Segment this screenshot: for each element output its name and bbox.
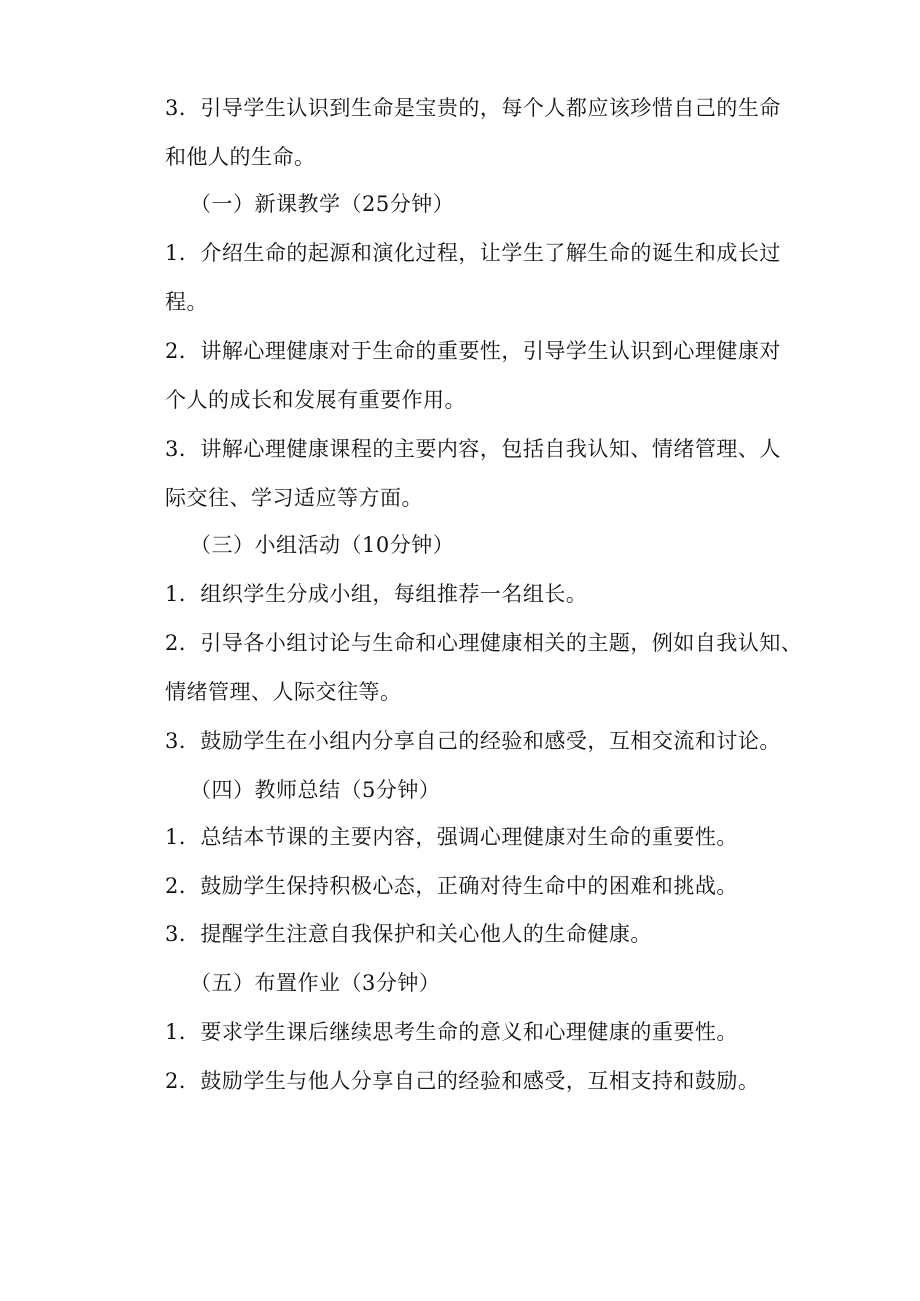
paragraph-line: 1．介绍生命的起源和演化过程，让学生了解生命的诞生和成长过 [165,241,781,265]
paragraph-item [120,1008,830,1057]
section-heading [120,521,830,570]
paragraph-line: 2．鼓励学生与他人分享自己的经验和感受，互相支持和鼓励。 [165,1069,760,1093]
section-heading [120,180,830,229]
paragraph-line: 1．组织学生分成小组，每组推荐一名组长。 [165,582,588,606]
section-heading [120,959,830,1008]
paragraph-item [120,229,830,327]
paragraph-line: 和他人的生命。 [165,145,316,169]
paragraph-line: 际交往、学习适应等方面。 [165,486,423,510]
paragraph-line: 3．引导学生认识到生命是宝贵的，每个人都应该珍惜自己的生命 [165,96,781,120]
heading-text: （四）教师总结（5分钟） [190,778,441,802]
paragraph-line: 1．要求学生课后继续思考生命的意义和心理健康的重要性。 [165,1020,738,1044]
heading-text: （三）小组活动（10分钟） [190,533,455,557]
paragraph-item [120,327,830,425]
paragraph-item [120,570,830,619]
heading-text: （五）布置作业（3分钟） [190,971,441,995]
paragraph-line: 3．讲解心理健康课程的主要内容，包括自我认知、情绪管理、人 [165,437,781,461]
paragraph-line: 程。 [165,290,208,314]
paragraph-line: 3．提醒学生注意自我保护和关心他人的生命健康。 [165,922,652,946]
paragraph-line: 2．引导各小组讨论与生命和心理健康相关的主题，例如自我认知、 [165,631,803,655]
paragraph-line: 个人的成长和发展有重要作用。 [165,388,466,412]
paragraph-item [120,862,830,911]
paragraph-line: 3．鼓励学生在小组内分享自己的经验和感受，互相交流和讨论。 [165,729,781,753]
paragraph-line: 1．总结本节课的主要内容，强调心理健康对生命的重要性。 [165,825,738,849]
paragraph-item [120,717,830,766]
section-heading [120,766,830,815]
paragraph-item [120,425,830,523]
paragraph-line: 2．鼓励学生保持积极心态，正确对待生命中的困难和挑战。 [165,874,738,898]
heading-text: （一）新课教学（25分钟） [190,192,455,216]
paragraph-item [120,619,830,717]
paragraph-item [120,813,830,862]
paragraph-line: 2．讲解心理健康对于生命的重要性，引导学生认识到心理健康对 [165,339,781,363]
paragraph-item [120,84,830,182]
paragraph-item [120,910,830,959]
paragraph-item [120,1057,830,1106]
paragraph-line: 情绪管理、人际交往等。 [165,680,402,704]
